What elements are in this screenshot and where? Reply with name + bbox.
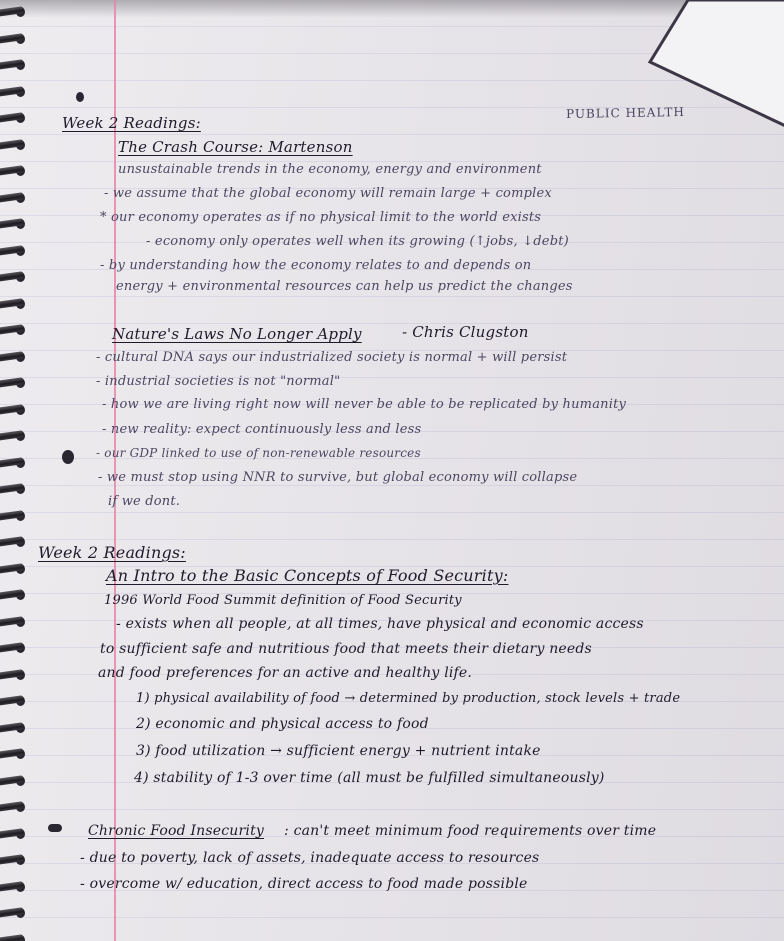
food-security-title: An Intro to the Basic Concepts of Food Security: (106, 566, 509, 585)
reading2-note-2: - industrial societies is not "normal" (96, 374, 341, 389)
reading1-note-5: - by understanding how the economy relates to and depends on (100, 258, 532, 273)
spiral-coil (0, 775, 26, 787)
dimension-3: 3) food utilization → sufficient energy + nutrient intake (136, 743, 541, 759)
chronic-definition: : can't meet minimum food requirements over time (284, 823, 657, 839)
reading2-author: - Chris Clugston (402, 323, 529, 341)
spiral-coil (0, 245, 26, 257)
coil-wire (0, 934, 24, 941)
dimension-2: 2) economic and physical access to food (136, 716, 429, 732)
reading1-note-4: - economy only operates well when its growing (↑jobs, ↓debt) (146, 234, 569, 249)
reading2-note-5: - our GDP linked to use of non-renewable resources (96, 446, 421, 460)
spiral-coil (0, 536, 26, 548)
reading2-note-4: - new reality: expect continuously less and less (102, 422, 422, 437)
corner-label: PUBLIC HEALTH (565, 104, 685, 122)
spiral-coil (0, 801, 26, 813)
chronic-term: Chronic Food Insecurity (88, 823, 265, 839)
reading1-title: The Crash Course: Martenson (118, 138, 353, 156)
definition-line-1: - exists when all people, at all times, have physical and economic access (116, 616, 644, 632)
spiral-coil (0, 616, 26, 628)
definition-line-3: and food preferences for an active and healthy life. (98, 665, 473, 681)
chronic-note-1: - due to poverty, lack of assets, inadequate access to resources (80, 850, 540, 866)
spiral-coil (0, 589, 26, 601)
reading1-note-1: unsustainable trends in the economy, energy and environment (118, 162, 542, 177)
spiral-coil (0, 881, 26, 893)
spiral-coil (0, 457, 26, 469)
reading2-title: Nature's Laws No Longer Apply (112, 325, 362, 343)
dimension-4: 4) stability of 1-3 over time (all must be fulfilled simultaneously) (134, 770, 605, 786)
spiral-coil (0, 351, 26, 363)
spiral-coil (0, 298, 26, 310)
spiral-coil (0, 6, 26, 18)
reading2-note-1: - cultural DNA says our industrialized society is normal + will persist (96, 350, 568, 365)
reading1-note-6: energy + environmental resources can help us predict the changes (116, 279, 573, 294)
reading2-note-7: if we dont. (108, 494, 181, 509)
reading2-note-3: - how we are living right now will never be able to be replicated by humanity (102, 397, 627, 412)
spiral-coil (0, 59, 26, 71)
spiral-coil (0, 483, 26, 495)
spiral-coil (0, 86, 26, 98)
spiral-coil (0, 271, 26, 283)
spiral-coil (0, 165, 26, 177)
spiral-binding (0, 0, 34, 941)
spiral-coil (0, 907, 26, 919)
spiral-coil (0, 510, 26, 522)
ink-dot-2 (62, 450, 74, 464)
spiral-coil (0, 430, 26, 442)
spiral-coil (0, 404, 26, 416)
spiral-coil (0, 377, 26, 389)
definition-line-2: to sufficient safe and nutritious food that meets their dietary needs (100, 641, 592, 657)
spiral-coil (0, 669, 26, 681)
spiral-coil (0, 934, 26, 941)
ink-dot-1 (76, 92, 84, 102)
section1-heading: Week 2 Readings: (62, 114, 201, 132)
chronic-note-2: - overcome w/ education, direct access to food made possible (80, 876, 528, 892)
spiral-coil (0, 33, 26, 45)
spiral-coil (0, 218, 26, 230)
summit-definition-label: 1996 World Food Summit definition of Food Security (104, 593, 462, 608)
spiral-coil (0, 563, 26, 575)
spiral-coil (0, 139, 26, 151)
spiral-coil (0, 112, 26, 124)
spiral-coil (0, 192, 26, 204)
reading1-note-3: * our economy operates as if no physical limit to the world exists (100, 210, 542, 225)
spiral-coil (0, 722, 26, 734)
section2-heading: Week 2 Readings: (38, 543, 186, 562)
spiral-coil (0, 828, 26, 840)
spiral-coil (0, 642, 26, 654)
reading2-note-6: - we must stop using NNR to survive, but global economy will collapse (98, 470, 578, 485)
arrow-bullet-icon (48, 824, 62, 832)
spiral-coil (0, 748, 26, 760)
spiral-coil (0, 695, 26, 707)
spiral-coil (0, 324, 26, 336)
spiral-coil (0, 854, 26, 866)
dimension-1: 1) physical availability of food → determined by production, stock levels + trade (136, 691, 681, 706)
reading1-note-2: - we assume that the global economy will remain large + complex (104, 186, 552, 201)
